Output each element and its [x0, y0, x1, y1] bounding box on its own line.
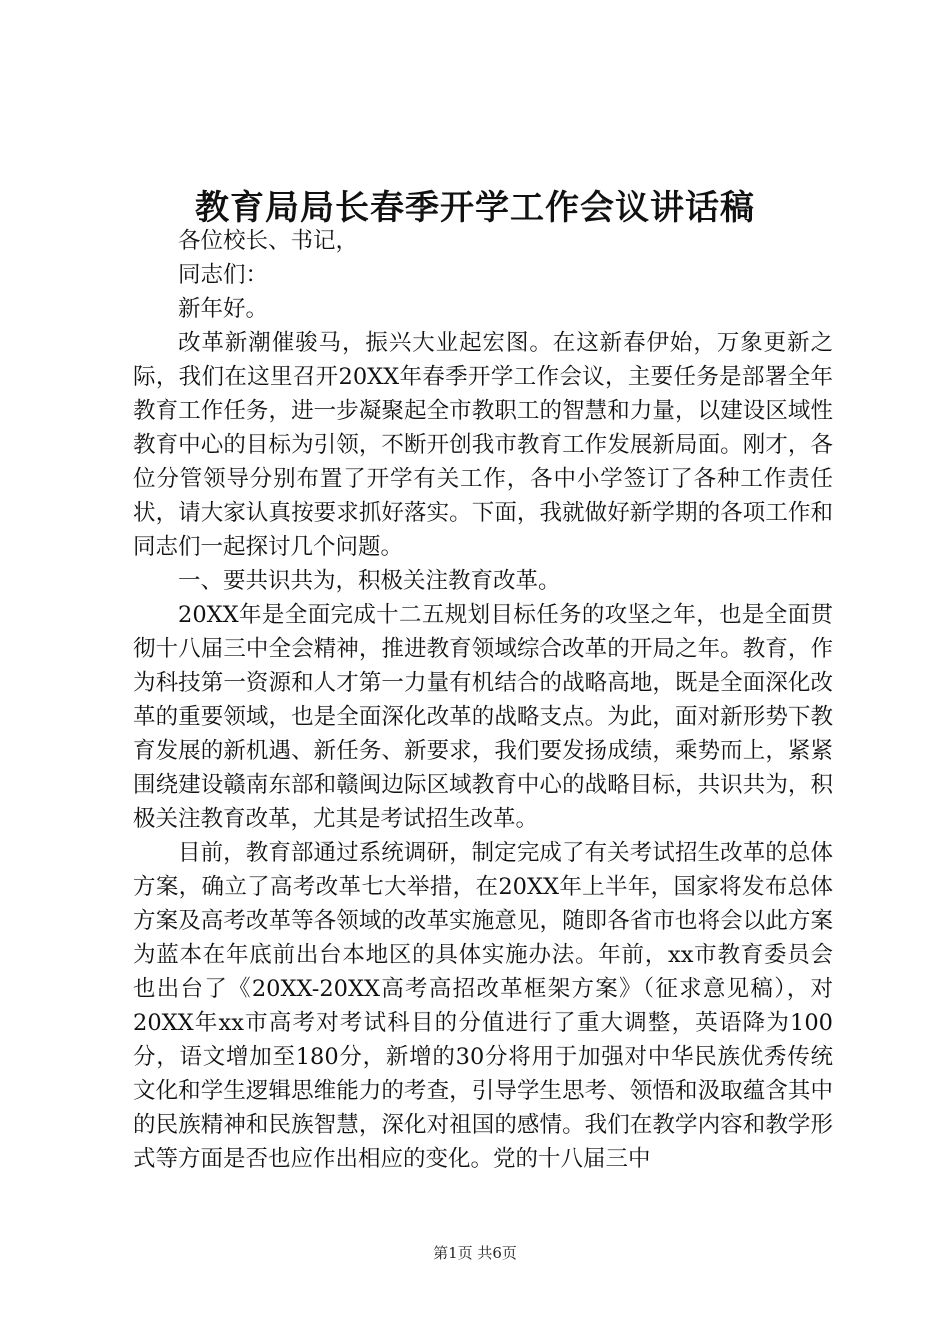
- body-paragraph: 改革新潮催骏马，振兴大业起宏图。在这新春伊始，万象更新之际，我们在这里召开20XX年春季开学工作会议，主要任务是部署全年教育工作任务，进一步凝聚起全市教职工的智慧和力量，以建设区域性教育中心的目标为引领，不断开创我市教育工作发展新局面。刚才，各位分管领导分别布置了开学有关工作，各中小学签订了各种工作责任状，请大家认真按要求抓好落实。下面，我就做好新学期的各项工作和同志们一起探讨几个问题。: [133, 330, 833, 560]
- salutation-line: 同志们：: [178, 262, 269, 288]
- greeting-line: 新年好。: [178, 296, 269, 322]
- body-paragraph: 目前，教育部通过系统调研，制定完成了有关考试招生改革的总体方案，确立了高考改革七大举措，在20XX年上半年，国家将发布总体方案及高考改革等各领域的改革实施意见，随即各省市也将会以此方案为蓝本在年底前出台本地区的具体实施办法。年前，xx市教育委员会也出台了《20XX-20XX高考高招改革框架方案》（征求意见稿），对20XX年xx市高考对考试科目的分值进行了重大调整，英语降为100分，语文增加至180分，新增的30分将用于加强对中华民族优秀传统文化和学生逻辑思维能力的考查，引导学生思考、领悟和汲取蕴含其中的民族精神和民族智慧，深化对祖国的感情。我们在教学内容和教学形式等方面是否也应作出相应的变化。党的十八届三中: [133, 840, 833, 1172]
- document-title: 教育局局长春季开学工作会议讲话稿: [195, 188, 755, 228]
- document-body: [133, 224, 833, 1176]
- page-number: 第1页 共6页: [433, 1244, 517, 1262]
- section-heading: 一、要共识共为，积极关注教育改革。: [178, 568, 561, 594]
- body-paragraph: 20XX年是全面完成十二五规划目标任务的攻坚之年，也是全面贯彻十八届三中全会精神，推进教育领域综合改革的开局之年。教育，作为科技第一资源和人才第一力量有机结合的战略高地，既是全面深化改革的重要领域，也是全面深化改革的战略支点。为此，面对新形势下教育发展的新机遇、新任务、新要求，我们要发扬成绩，乘势而上，紧紧围绕建设赣南东部和赣闽边际区域教育中心的战略目标，共识共为，积极关注教育改革，尤其是考试招生改革。: [133, 602, 833, 832]
- salutation-line: 各位校长、书记，: [178, 228, 359, 254]
